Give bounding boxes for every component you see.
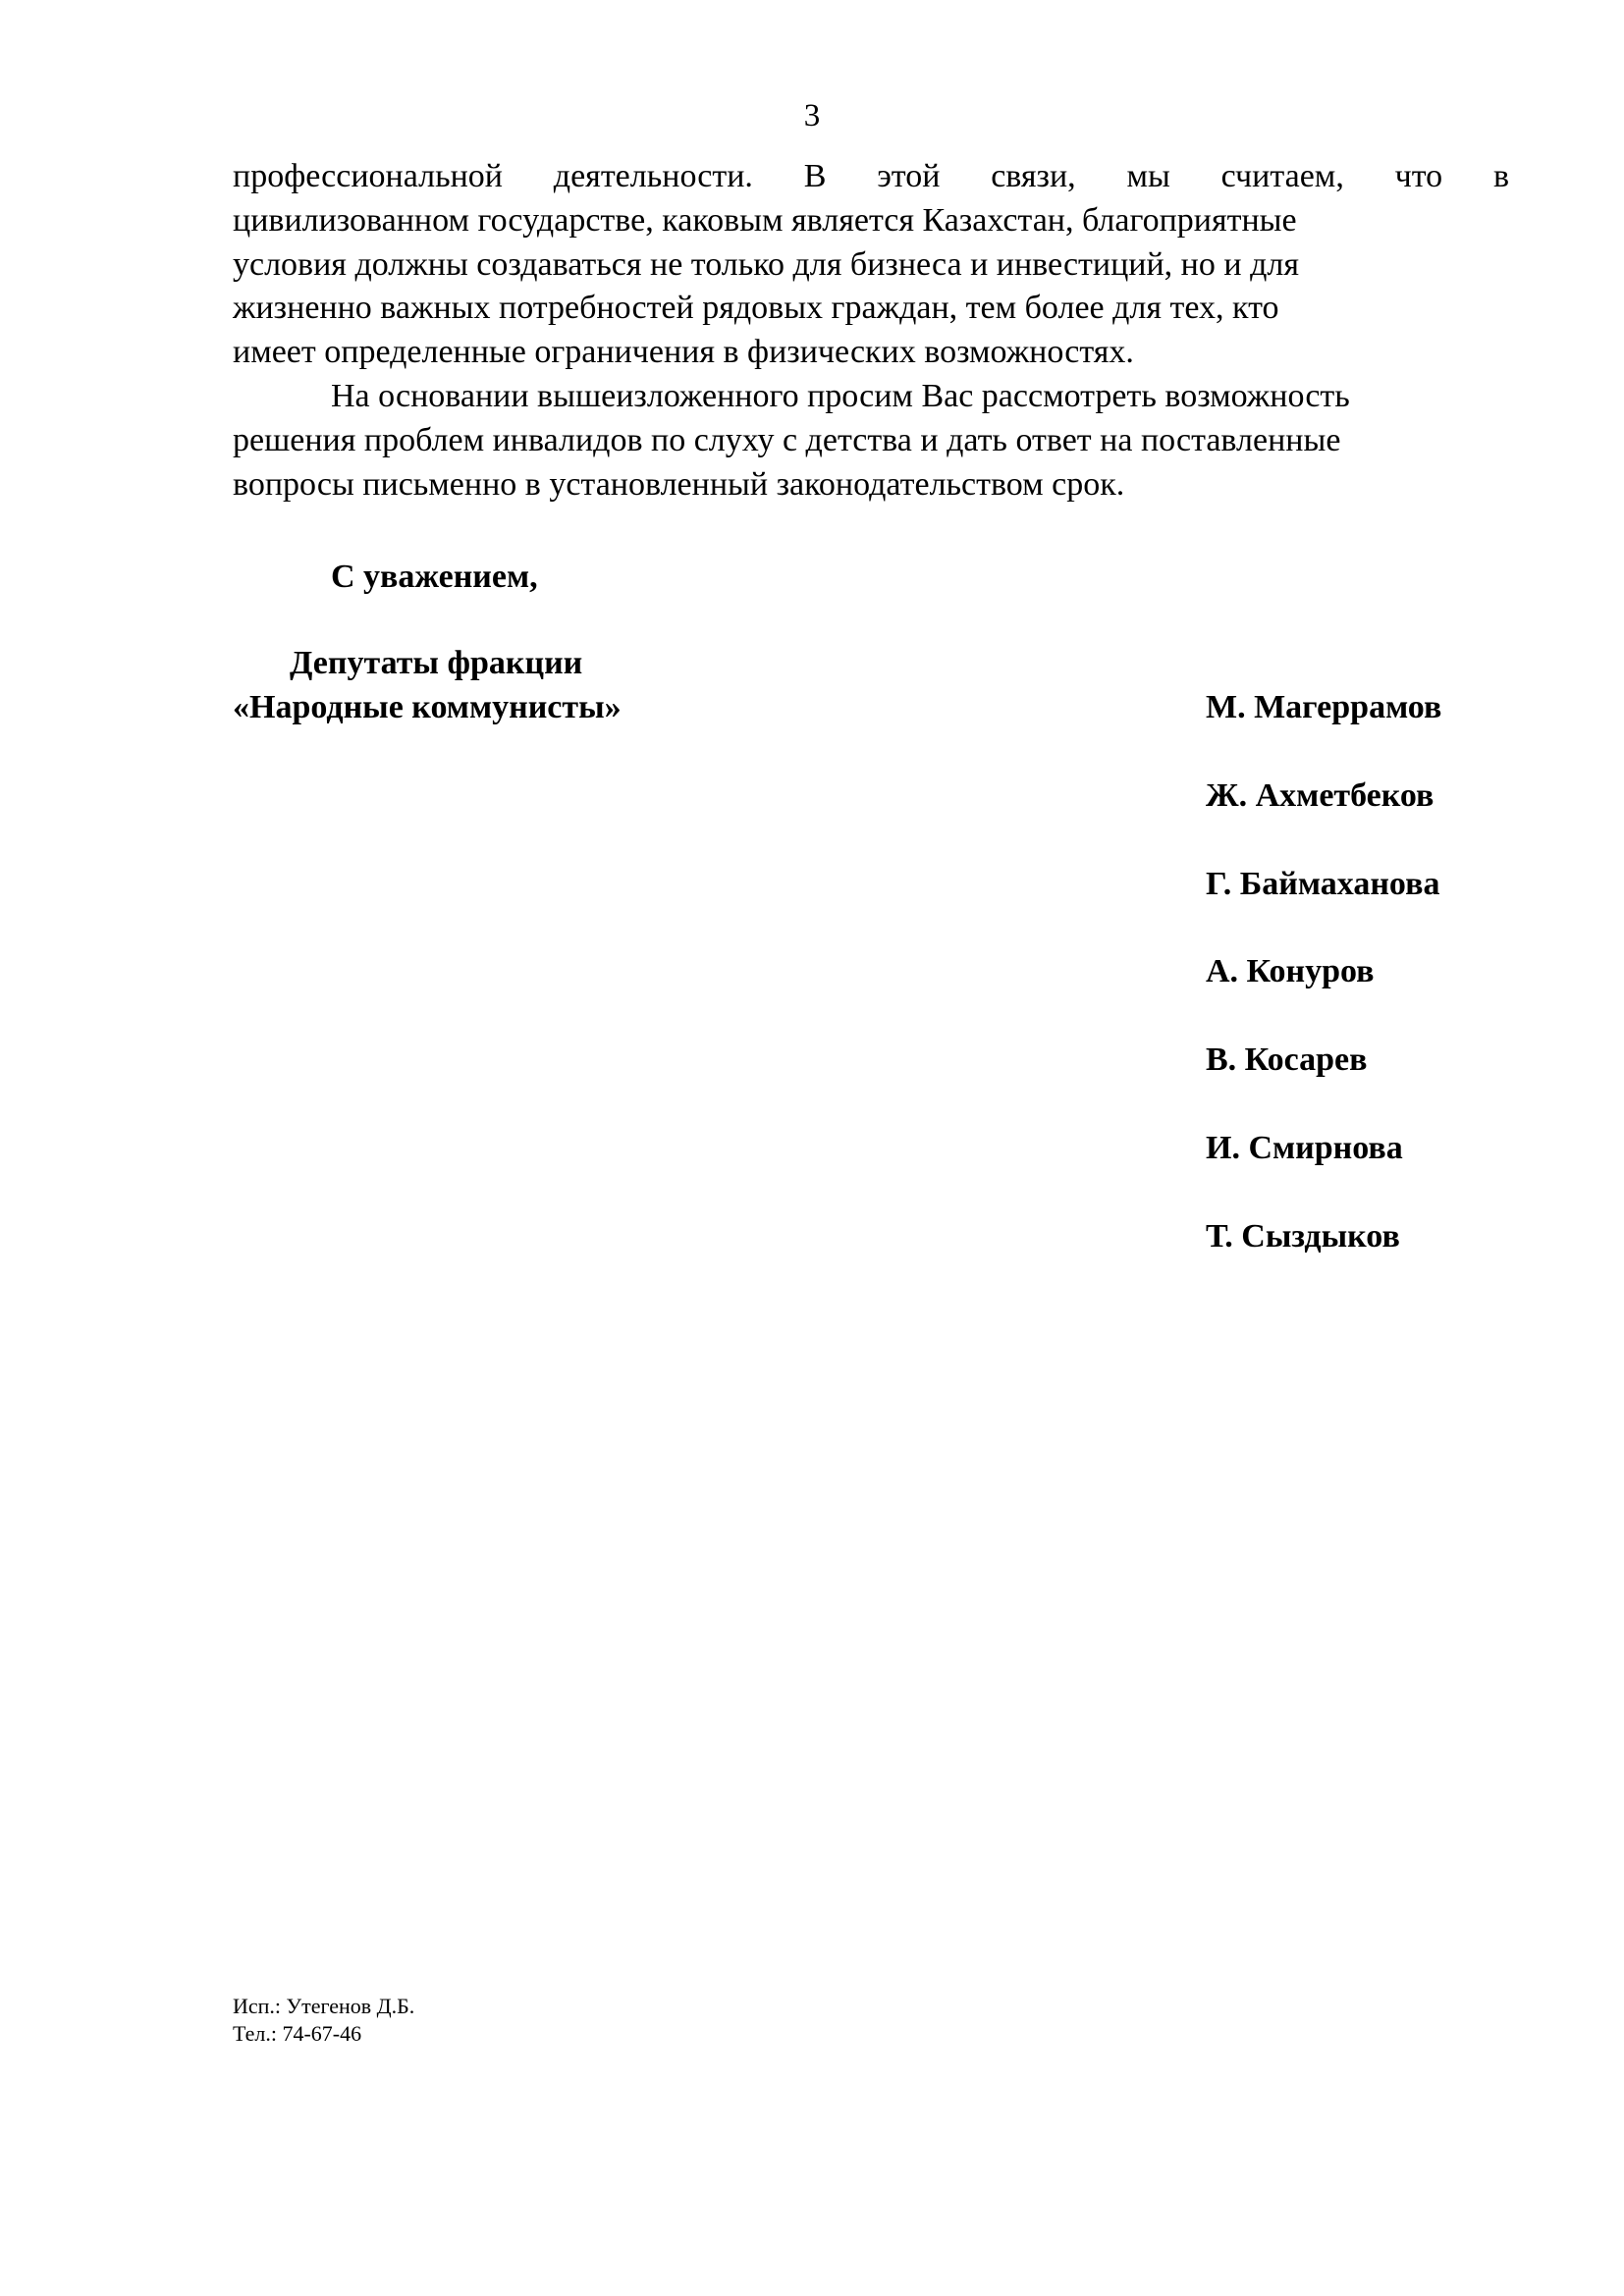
paragraph-1-line-4: жизненно важных потребностей рядовых граждан, тем более для тех, кто	[233, 290, 1279, 327]
word: считаем,	[1220, 158, 1344, 194]
word: деятельности.	[553, 158, 753, 194]
executor-note: Исп.: Утегенов Д.Б.	[233, 1994, 415, 2018]
word: в	[1492, 158, 1509, 194]
signature-list	[1206, 686, 1441, 1304]
signatory-name: Ж. Ахметбеков	[1206, 776, 1435, 814]
word: мы	[1126, 158, 1170, 194]
faction-title: Депутаты фракции	[290, 645, 583, 681]
word: что	[1394, 158, 1443, 194]
paragraph-1	[233, 155, 1509, 375]
phone-note: Тел.: 74-67-46	[233, 2021, 362, 2046]
letter-body	[233, 155, 1509, 507]
paragraph-2-line-1: На основании вышеизложенного просим Вас рассмотреть возможность	[331, 377, 1350, 414]
paragraph-2	[233, 375, 1509, 507]
word: этой	[877, 158, 941, 194]
faction-block	[233, 642, 622, 729]
signatory-name: В. Косарев	[1206, 1041, 1368, 1079]
paragraph-2-line-2: решения проблем инвалидов по слуху с детства и дать ответ на поставленные	[233, 421, 1341, 458]
closing-salutation: С уважением,	[331, 559, 538, 595]
word: профессиональной	[233, 158, 503, 194]
word: В	[803, 158, 827, 194]
footer-contact	[233, 1993, 414, 2048]
signatory-name: И. Смирнова	[1206, 1129, 1403, 1166]
word: связи,	[991, 158, 1076, 194]
paragraph-1-line-2: цивилизованном государстве, каковым является Казахстан, благоприятные	[233, 201, 1297, 239]
paragraph-1-line-1	[233, 155, 1509, 199]
signatory-name: Г. Баймаханова	[1206, 865, 1440, 902]
paragraph-1-line-3: условия должны создаваться не только для бизнеса и инвестиций, но и для	[233, 245, 1299, 283]
paragraph-2-line-3: вопросы письменно в установленный законодательством срок.	[233, 465, 1125, 503]
signatory-name: М. Магеррамов	[1206, 689, 1442, 725]
page-number: 3	[803, 98, 821, 133]
signatory-name: Т. Сыздыков	[1206, 1217, 1400, 1255]
paragraph-1-line-5: имеет определенные ограничения в физических возможностях.	[233, 334, 1134, 371]
signatory-name: А. Конуров	[1206, 953, 1375, 990]
faction-name: «Народные коммунисты»	[233, 688, 622, 725]
